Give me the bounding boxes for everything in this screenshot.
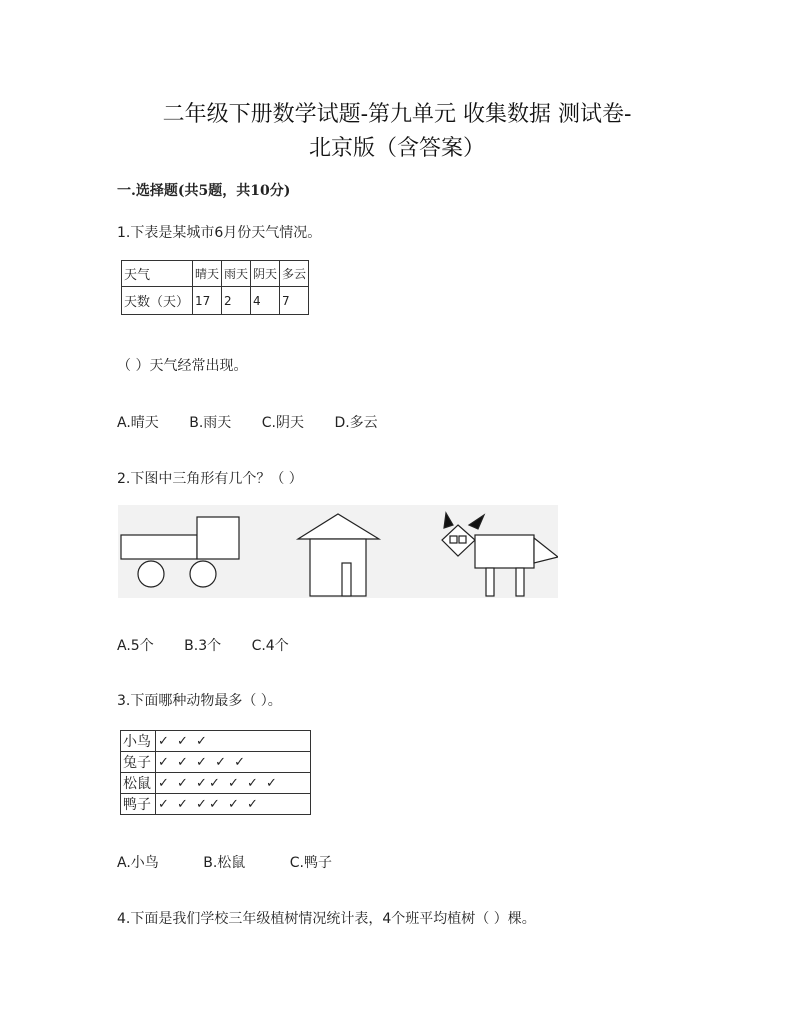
table-row [121, 794, 311, 815]
animal-name: 兔子 [121, 752, 156, 773]
option-a: A.小鸟 [117, 855, 159, 871]
option-c: C.鸭子 [289, 855, 332, 871]
document-title-line2: 北京版（含答案） [308, 136, 485, 161]
animal-name: 鸭子 [121, 794, 156, 815]
option-c: C.4个 [251, 638, 289, 654]
animals-tally-table [120, 730, 311, 815]
table-cell: 雨天 [222, 261, 251, 287]
question-1-options [117, 412, 404, 432]
animal-name: 松鼠 [121, 773, 156, 794]
option-c: C.阴天 [261, 415, 304, 431]
table-cell: 4 [251, 287, 280, 315]
tally-marks: ✓ ✓ ✓ [156, 731, 311, 752]
table-row [121, 773, 311, 794]
animal-name: 小鸟 [121, 731, 156, 752]
table-cell: 17 [193, 287, 222, 315]
table-cell: 多云 [280, 261, 309, 287]
question-2-text: 2.下图中三角形有几个？（ ） [117, 471, 303, 487]
table-cell: 7 [280, 287, 309, 315]
question-1-prompt: （ ）天气经常出现。 [117, 358, 248, 374]
option-b: B.松鼠 [203, 855, 246, 871]
option-b: B.雨天 [189, 415, 232, 431]
weather-table [121, 260, 309, 315]
table-cell: 阴天 [251, 261, 280, 287]
question-4-text: 4.下面是我们学校三年级植树情况统计表，4个班平均植树（ ）棵。 [117, 911, 536, 927]
question-3-options [117, 852, 358, 872]
question-2-options [117, 635, 315, 655]
tally-marks: ✓ ✓ ✓ ✓ ✓ [156, 752, 311, 773]
option-b: B.3个 [184, 638, 222, 654]
question-1-text: 1.下表是某城市6月份天气情况。 [117, 225, 322, 241]
table-row [122, 261, 309, 287]
section-heading: 一.选择题(共5题，共10分) [117, 183, 291, 199]
table-row [122, 287, 309, 315]
shapes-figure [118, 505, 558, 598]
tally-marks: ✓ ✓ ✓✓ ✓ ✓ ✓ [156, 773, 311, 794]
table-row [121, 731, 311, 752]
option-a: A.5个 [117, 638, 154, 654]
table-row [121, 752, 311, 773]
option-d: D.多云 [334, 415, 378, 431]
table-cell: 天数（天） [122, 287, 193, 315]
document-title-line1: 二年级下册数学试题-第九单元 收集数据 测试卷- [162, 102, 632, 127]
tally-marks: ✓ ✓ ✓✓ ✓ ✓ [156, 794, 311, 815]
table-cell: 晴天 [193, 261, 222, 287]
table-cell: 2 [222, 287, 251, 315]
question-3-text: 3.下面哪种动物最多（ ）。 [117, 693, 282, 709]
table-cell: 天气 [122, 261, 193, 287]
option-a: A.晴天 [117, 415, 159, 431]
